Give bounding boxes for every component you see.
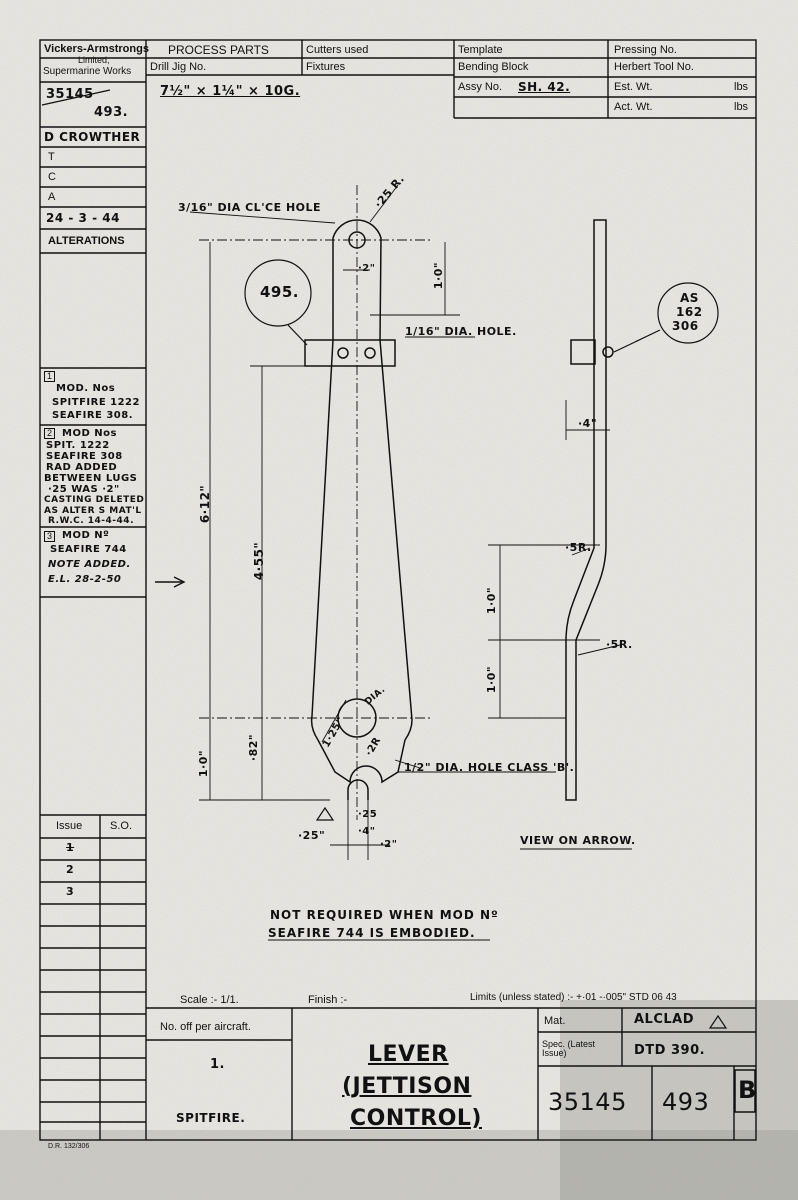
- dim-0-25-a: ·25: [358, 809, 378, 820]
- mod-2-line-4: BETWEEN LUGS: [44, 473, 138, 484]
- radius-2: ·2R: [363, 735, 384, 759]
- spec-label: Spec. (Latest Issue): [542, 1039, 596, 1058]
- scale-label: Scale :- 1/1.: [180, 994, 239, 1006]
- dim-0-4-bottom: ·4": [358, 826, 376, 837]
- issue-1: 1: [66, 841, 75, 854]
- company-limited: Limited,: [78, 55, 110, 65]
- drawing-number-b: 493.: [94, 105, 129, 120]
- material-value: ALCLAD: [634, 1012, 695, 1027]
- pressing-no-label: Pressing No.: [614, 44, 677, 56]
- template-label: Template: [458, 44, 503, 56]
- drill-jig-label: Drill Jig No.: [150, 61, 207, 73]
- mod-3-line-2: SEAFIRE 744: [50, 544, 127, 555]
- process-parts-label: PROCESS PARTS: [168, 43, 269, 57]
- hole-class-b-note: 1/2" DIA. HOLE CLASS 'B'.: [404, 761, 575, 774]
- title-drawing-number-a: 35145: [548, 1088, 627, 1116]
- note-line-2: SEAFIRE 744 IS EMBODIED.: [268, 926, 476, 940]
- company-name: Vickers-Armstrongs: [44, 43, 149, 55]
- so-header: S.O.: [110, 820, 133, 832]
- radius-5-bottom: ·5R.: [606, 638, 633, 651]
- as-callout-line-1: AS: [680, 291, 699, 305]
- fixtures-label: Fixtures: [306, 61, 346, 73]
- mod-2-line-5: ·25 WAS ·2": [48, 484, 120, 495]
- mod-2-line-8: R.W.C. 14-4-44.: [48, 516, 134, 526]
- mod-3-line-4: E.L. 28-2-50: [48, 574, 122, 585]
- dim-1-0-bottom: 1·0": [197, 749, 211, 778]
- view-on-arrow-label: VIEW ON ARROW.: [520, 834, 636, 847]
- radius-5-top: ·5R.: [565, 541, 592, 554]
- dim-1-0-mid: 1·0": [485, 586, 499, 615]
- clearance-hole-note: 3/16" DIA CL'CE HOLE: [178, 201, 322, 214]
- mod-2-line-3: RAD ADDED: [46, 462, 118, 473]
- mod-1-line-1: MOD. Nos: [56, 383, 116, 394]
- dim-1-25: 1·25": [320, 715, 347, 750]
- material-size: 7½" × 1¼" × 10G.: [160, 84, 301, 99]
- approved-label: A: [48, 191, 56, 203]
- bending-block-label: Bending Block: [458, 61, 529, 73]
- drawn-by: D CROWTHER: [44, 130, 141, 144]
- assy-value: SH. 42.: [518, 80, 571, 94]
- herbert-tool-label: Herbert Tool No.: [614, 61, 694, 73]
- mod-3-number: 3: [44, 531, 55, 542]
- est-wt-unit: lbs: [734, 81, 749, 93]
- small-hole-note: 1/16" DIA. HOLE.: [405, 325, 517, 338]
- act-wt-label: Act. Wt.: [614, 101, 653, 113]
- mod-3-line-3: NOTE ADDED.: [48, 559, 131, 570]
- issue-2: 2: [66, 863, 75, 876]
- spec-value: DTD 390.: [634, 1043, 706, 1058]
- quantity-value: 1.: [210, 1057, 225, 1072]
- no-off-label: No. off per aircraft.: [160, 1021, 251, 1033]
- dim-0-2: ·2": [358, 263, 376, 274]
- limits-label: Limits (unless stated) :- +·01 -·005" STD 06 43: [470, 992, 677, 1003]
- part-495-callout: 495.: [260, 283, 300, 301]
- mod-1-line-3: SEAFIRE 308.: [52, 410, 134, 421]
- title-drawing-number-b: 493: [662, 1088, 710, 1116]
- title-issue-letter: B: [738, 1076, 757, 1104]
- aircraft-type: SPITFIRE.: [176, 1111, 246, 1125]
- alterations-heading: ALTERATIONS: [48, 235, 125, 247]
- dim-6-12: 6·12": [198, 484, 213, 524]
- est-wt-label: Est. Wt.: [614, 81, 653, 93]
- title-line-3: CONTROL): [350, 1106, 482, 1131]
- cutters-used-label: Cutters used: [306, 44, 369, 56]
- drawing-number-a: 35145: [46, 87, 94, 102]
- title-line-1: LEVER: [368, 1042, 449, 1067]
- title-line-2: (JETTISON: [342, 1074, 472, 1099]
- dim-1-0-low: 1·0": [485, 665, 499, 694]
- mod-1-line-2: SPITFIRE 1222: [52, 397, 140, 408]
- form-number: D.R. 132/306: [48, 1143, 90, 1150]
- act-wt-unit: lbs: [734, 101, 749, 113]
- company-works: Supermarine Works: [43, 66, 132, 77]
- dim-0-2-bottom: ·2": [380, 839, 398, 850]
- traced-label: T: [48, 151, 55, 163]
- dim-0-4-side: ·4": [578, 417, 598, 430]
- as-callout-line-3: 306: [672, 319, 699, 333]
- checked-label: C: [48, 171, 56, 183]
- mod-2-line-2: SEAFIRE 308: [46, 451, 123, 462]
- assy-label: Assy No.: [458, 81, 503, 93]
- finish-label: Finish :-: [308, 994, 348, 1006]
- mod-2-line-6: CASTING DELETED: [44, 495, 145, 505]
- drawing-date: 24 - 3 - 44: [46, 211, 120, 225]
- mod-1-number: 1: [44, 371, 55, 382]
- issue-header: Issue: [56, 820, 83, 832]
- dim-1-0-top: 1·0": [432, 261, 446, 290]
- issue-3: 3: [66, 885, 75, 898]
- mod-2-title: MOD Nos: [62, 428, 117, 439]
- material-label: Mat.: [544, 1015, 566, 1027]
- radius-25-note: ·25 R.: [372, 172, 408, 211]
- dim-0-82: ·82": [247, 733, 261, 762]
- as-callout-line-2: 162: [676, 305, 703, 319]
- dim-4-55: 4·55": [252, 541, 267, 581]
- note-line-1: NOT REQUIRED WHEN MOD Nº: [270, 908, 499, 922]
- dia-label: DIA.: [363, 684, 388, 708]
- mod-2-number: 2: [44, 428, 55, 439]
- mod-2-line-1: SPIT. 1222: [46, 440, 110, 451]
- mod-3-line-1: MOD Nº: [62, 530, 110, 541]
- dim-0-25-b: ·25": [298, 829, 326, 842]
- mod-2-line-7: AS ALTER S MAT'L: [44, 506, 142, 516]
